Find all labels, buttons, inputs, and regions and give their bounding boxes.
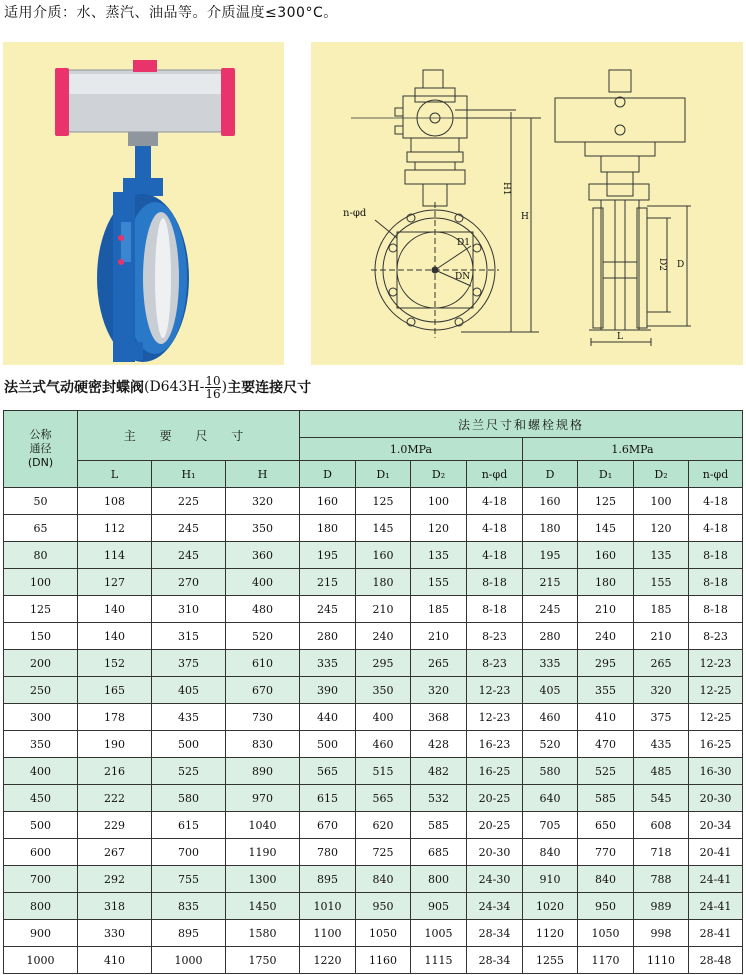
value-cell: 1160 [356,947,411,974]
value-cell: 12-23 [467,704,523,731]
value-cell: 585 [411,812,467,839]
header-pressure-1: 1.0MPa [300,438,523,461]
value-cell: 240 [356,623,411,650]
dn-cell: 200 [4,650,78,677]
value-cell: 180 [300,515,356,542]
value-cell: 1050 [356,920,411,947]
value-cell: 970 [226,785,300,812]
value-cell: 1115 [411,947,467,974]
value-cell: 229 [78,812,152,839]
value-cell: 12-23 [467,677,523,704]
value-cell: 280 [523,623,578,650]
value-cell: 185 [634,596,689,623]
value-cell: 565 [300,758,356,785]
value-cell: 725 [356,839,411,866]
value-cell: 608 [634,812,689,839]
table-row [4,488,743,515]
value-cell: 532 [411,785,467,812]
header-dn-line1: 公称 [29,428,52,441]
value-cell: 890 [226,758,300,785]
value-cell: 780 [300,839,356,866]
value-cell: 620 [356,812,411,839]
product-photo [3,42,284,365]
header-flange: 法兰尺寸和螺栓规格 [300,411,743,438]
value-cell: 100 [634,488,689,515]
value-cell: 1110 [634,947,689,974]
value-cell: 1170 [578,947,634,974]
value-cell: 428 [411,731,467,758]
value-cell: 125 [356,488,411,515]
sub-header-cell: n-φd [689,461,743,488]
value-cell: 28-48 [689,947,743,974]
value-cell: 840 [356,866,411,893]
model-open: (D643H- [144,379,205,395]
value-cell: 295 [356,650,411,677]
value-cell: 4-18 [467,515,523,542]
value-cell: 120 [411,515,467,542]
sub-header-cell: D₁ [578,461,634,488]
dn-cell: 150 [4,623,78,650]
value-cell: 135 [411,542,467,569]
table-row [4,623,743,650]
value-cell: 245 [523,596,578,623]
header-dn-line2: 通径 [29,442,52,455]
value-cell: 160 [356,542,411,569]
value-cell: 16-25 [467,758,523,785]
value-cell: 500 [152,731,226,758]
value-cell: 8-18 [467,596,523,623]
value-cell: 840 [578,866,634,893]
value-cell: 8-18 [689,542,743,569]
value-cell: 160 [578,542,634,569]
dn-cell: 600 [4,839,78,866]
value-cell: 28-41 [689,920,743,947]
value-cell: 525 [152,758,226,785]
value-cell: 610 [226,650,300,677]
value-cell: 210 [411,623,467,650]
value-cell: 108 [78,488,152,515]
table-row [4,812,743,839]
sub-header-cell: n-φd [467,461,523,488]
value-cell: 580 [152,785,226,812]
value-cell: 895 [152,920,226,947]
value-cell: 120 [634,515,689,542]
value-cell: 950 [578,893,634,920]
value-cell: 318 [78,893,152,920]
sub-header-cell: D [300,461,356,488]
table-row [4,515,743,542]
value-cell: 335 [523,650,578,677]
table-row [4,947,743,974]
value-cell: 485 [634,758,689,785]
header-main-dims: 主 要 尺 寸 [78,411,300,461]
value-cell: 500 [300,731,356,758]
value-cell: 8-18 [689,569,743,596]
value-cell: 280 [300,623,356,650]
title-prefix: 法兰式气动硬密封蝶阀 [4,380,144,396]
value-cell: 245 [300,596,356,623]
value-cell: 390 [300,677,356,704]
value-cell: 435 [634,731,689,758]
value-cell: 12-25 [689,677,743,704]
value-cell: 185 [411,596,467,623]
value-cell: 350 [226,515,300,542]
value-cell: 585 [578,785,634,812]
value-cell: 895 [300,866,356,893]
value-cell: 410 [578,704,634,731]
sub-header-cell: H [226,461,300,488]
value-cell: 320 [634,677,689,704]
value-cell: 178 [78,704,152,731]
value-cell: 375 [152,650,226,677]
value-cell: 20-30 [467,839,523,866]
value-cell: 1040 [226,812,300,839]
model-code [144,375,227,400]
table-row [4,704,743,731]
dn-cell: 250 [4,677,78,704]
value-cell: 615 [300,785,356,812]
header-pressure-2: 1.6MPa [523,438,743,461]
value-cell: 152 [78,650,152,677]
table-row [4,866,743,893]
table-row [4,839,743,866]
header-dn [4,411,78,488]
value-cell: 8-23 [467,650,523,677]
value-cell: 360 [226,542,300,569]
sub-header-cell: H₁ [152,461,226,488]
value-cell: 435 [152,704,226,731]
dn-cell: 400 [4,758,78,785]
value-cell: 180 [523,515,578,542]
label-h: H [521,212,529,222]
value-cell: 520 [226,623,300,650]
value-cell: 405 [152,677,226,704]
value-cell: 265 [634,650,689,677]
value-cell: 210 [634,623,689,650]
dn-cell: 900 [4,920,78,947]
fraction-top: 10 [205,373,221,388]
value-cell: 580 [523,758,578,785]
value-cell: 685 [411,839,467,866]
value-cell: 670 [226,677,300,704]
value-cell: 1255 [523,947,578,974]
value-cell: 216 [78,758,152,785]
value-cell: 410 [78,947,152,974]
value-cell: 515 [356,758,411,785]
value-cell: 700 [152,839,226,866]
value-cell: 180 [356,569,411,596]
dn-cell: 1000 [4,947,78,974]
label-nod: n-φd [343,208,367,219]
sub-header-cell: D₁ [356,461,411,488]
value-cell: 215 [300,569,356,596]
value-cell: 565 [356,785,411,812]
value-cell: 160 [300,488,356,515]
value-cell: 245 [152,542,226,569]
value-cell: 8-18 [467,569,523,596]
value-cell: 215 [523,569,578,596]
value-cell: 460 [356,731,411,758]
value-cell: 470 [578,731,634,758]
value-cell: 20-41 [689,839,743,866]
value-cell: 112 [78,515,152,542]
value-cell: 1000 [152,947,226,974]
table-row [4,893,743,920]
value-cell: 800 [411,866,467,893]
value-cell: 1300 [226,866,300,893]
value-cell: 310 [152,596,226,623]
label-h1: H1 [501,182,511,196]
label-d: D [677,260,685,270]
dn-cell: 500 [4,812,78,839]
header-dn-line3: (DN) [27,456,54,469]
value-cell: 1580 [226,920,300,947]
value-cell: 1010 [300,893,356,920]
value-cell: 8-23 [689,623,743,650]
value-cell: 1005 [411,920,467,947]
value-cell: 267 [78,839,152,866]
dn-cell: 450 [4,785,78,812]
value-cell: 1020 [523,893,578,920]
value-cell: 950 [356,893,411,920]
value-cell: 350 [356,677,411,704]
table-row [4,569,743,596]
value-cell: 320 [411,677,467,704]
dn-cell: 100 [4,569,78,596]
dn-cell: 50 [4,488,78,515]
value-cell: 155 [411,569,467,596]
value-cell: 222 [78,785,152,812]
value-cell: 320 [226,488,300,515]
value-cell: 20-25 [467,812,523,839]
value-cell: 1750 [226,947,300,974]
value-cell: 20-34 [689,812,743,839]
value-cell: 20-30 [689,785,743,812]
dn-cell: 300 [4,704,78,731]
value-cell: 265 [411,650,467,677]
sub-header-row [4,461,743,488]
value-cell: 755 [152,866,226,893]
table-row [4,677,743,704]
value-cell: 315 [152,623,226,650]
value-cell: 270 [152,569,226,596]
value-cell: 114 [78,542,152,569]
label-d2: D2 [657,258,667,271]
media-info-line: 适用介质：水、蒸汽、油品等。介质温度≤300°C。 [4,5,338,21]
value-cell: 830 [226,731,300,758]
value-cell: 480 [226,596,300,623]
dimension-drawing [311,42,743,365]
value-cell: 155 [634,569,689,596]
value-cell: 140 [78,596,152,623]
value-cell: 1100 [300,920,356,947]
value-cell: 180 [578,569,634,596]
value-cell: 355 [578,677,634,704]
value-cell: 195 [523,542,578,569]
pressure-fraction [205,375,220,400]
sub-header-cell: D₂ [634,461,689,488]
value-cell: 670 [300,812,356,839]
value-cell: 375 [634,704,689,731]
value-cell: 730 [226,704,300,731]
value-cell: 12-23 [689,650,743,677]
title-suffix: 主要连接尺寸 [227,380,312,396]
value-cell: 335 [300,650,356,677]
value-cell: 165 [78,677,152,704]
value-cell: 28-34 [467,947,523,974]
value-cell: 905 [411,893,467,920]
value-cell: 520 [523,731,578,758]
value-cell: 1450 [226,893,300,920]
value-cell: 615 [152,812,226,839]
table-title [4,372,311,402]
table-row [4,650,743,677]
sub-header-cell: L [78,461,152,488]
value-cell: 24-41 [689,893,743,920]
value-cell: 400 [226,569,300,596]
value-cell: 245 [152,515,226,542]
table-row [4,542,743,569]
value-cell: 4-18 [689,488,743,515]
value-cell: 788 [634,866,689,893]
table-row [4,920,743,947]
value-cell: 910 [523,866,578,893]
value-cell: 8-18 [689,596,743,623]
value-cell: 240 [578,623,634,650]
value-cell: 640 [523,785,578,812]
value-cell: 28-34 [467,920,523,947]
value-cell: 135 [634,542,689,569]
value-cell: 145 [356,515,411,542]
value-cell: 405 [523,677,578,704]
value-cell: 840 [523,839,578,866]
sub-header-cell: D [523,461,578,488]
value-cell: 705 [523,812,578,839]
value-cell: 16-25 [689,731,743,758]
value-cell: 20-25 [467,785,523,812]
value-cell: 4-18 [689,515,743,542]
value-cell: 295 [578,650,634,677]
dn-cell: 800 [4,893,78,920]
value-cell: 292 [78,866,152,893]
value-cell: 1190 [226,839,300,866]
model-close: ) [221,379,228,395]
value-cell: 145 [578,515,634,542]
value-cell: 16-23 [467,731,523,758]
dn-cell: 350 [4,731,78,758]
table-row [4,731,743,758]
value-cell: 24-30 [467,866,523,893]
value-cell: 989 [634,893,689,920]
table-row [4,785,743,812]
value-cell: 400 [356,704,411,731]
value-cell: 195 [300,542,356,569]
value-cell: 1120 [523,920,578,947]
value-cell: 460 [523,704,578,731]
value-cell: 545 [634,785,689,812]
value-cell: 125 [578,488,634,515]
label-d1: D1 [457,238,470,248]
value-cell: 24-41 [689,866,743,893]
value-cell: 650 [578,812,634,839]
value-cell: 525 [578,758,634,785]
value-cell: 1050 [578,920,634,947]
value-cell: 4-18 [467,542,523,569]
value-cell: 225 [152,488,226,515]
table-row [4,596,743,623]
fraction-bottom: 16 [205,386,221,401]
value-cell: 4-18 [467,488,523,515]
value-cell: 998 [634,920,689,947]
value-cell: 24-34 [467,893,523,920]
value-cell: 210 [578,596,634,623]
value-cell: 127 [78,569,152,596]
value-cell: 770 [578,839,634,866]
value-cell: 440 [300,704,356,731]
sub-header-cell: D₂ [411,461,467,488]
value-cell: 16-30 [689,758,743,785]
dn-cell: 80 [4,542,78,569]
value-cell: 12-25 [689,704,743,731]
value-cell: 210 [356,596,411,623]
label-dn: DN [455,272,471,282]
table-body [4,488,743,974]
value-cell: 160 [523,488,578,515]
value-cell: 368 [411,704,467,731]
dn-cell: 65 [4,515,78,542]
value-cell: 330 [78,920,152,947]
dimension-table [3,410,743,974]
value-cell: 835 [152,893,226,920]
value-cell: 140 [78,623,152,650]
dn-cell: 700 [4,866,78,893]
value-cell: 100 [411,488,467,515]
value-cell: 190 [78,731,152,758]
dn-cell: 125 [4,596,78,623]
value-cell: 482 [411,758,467,785]
value-cell: 8-23 [467,623,523,650]
table-row [4,758,743,785]
value-cell: 718 [634,839,689,866]
value-cell: 1220 [300,947,356,974]
label-l: L [617,332,623,342]
